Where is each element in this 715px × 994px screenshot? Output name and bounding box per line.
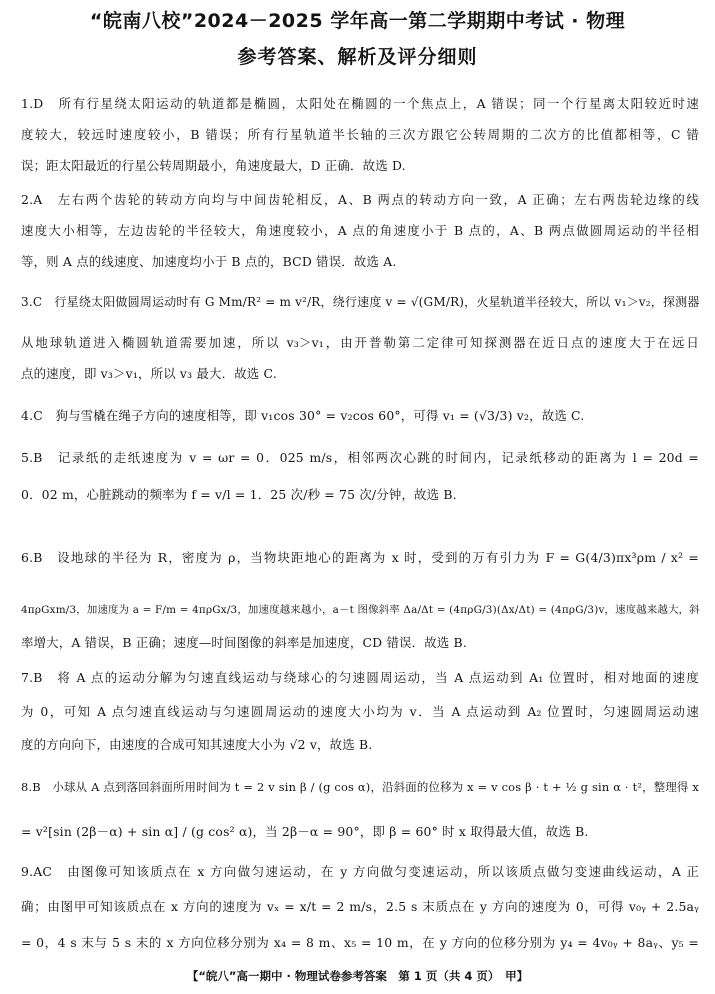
answer-line: 6.B 设地球的半径为 R，密度为 ρ，当物块距地心的距离为 x 时，受到的万有引力为 F = G(4/3)πx³ρm / x² =: [21, 550, 699, 565]
answer-line: 1.D 所有行星绕太阳运动的轨道都是椭圆，太阳处在椭圆的一个焦点上，A 错误；同一个行星离太阳较近时速: [21, 96, 699, 111]
answer-line: 从地球轨道进入椭圆轨道需要加速，所以 v₃＞v₁，由开普勒第二定律可知探测器在近日点的速度大于在远日: [21, 335, 699, 350]
answer-line: 4πρGxm/3，加速度为 a = F/m = 4πρGx/3，加速度越来越小，a－t 图像斜率 Δa/Δt = (4πρG/3)(Δx/Δt) = (4πρG/3)v，速度越来越大，斜: [21, 604, 700, 616]
answer-line: 率增大，A 错误，B 正确；速度—时间图像的斜率是加速度，CD 错误．故选 B.: [21, 635, 467, 650]
page-footer: 【“皖八”高一期中 · 物理试卷参考答案 第 1 页（共 4 页） 甲】: [186, 969, 529, 983]
answer-line: = 0，4 s 末与 5 s 末的 x 方向位移分别为 x₄ = 8 m、x₅ = 10 m，在 y 方向的位移分别为 y₄ = 4v₀ᵧ + 8aᵧ、y₅ =: [21, 935, 699, 950]
answer-line: 为 0，可知 A 点匀速直线运动与匀速圆周运动的速度大小均为 v．当 A 点运动到 A₂ 位置时，匀速圆周运动速: [21, 704, 699, 719]
answer-line: 7.B 将 A 点的运动分解为匀速直线运动与绕球心的匀速圆周运动，当 A 点运动到 A₁ 位置时，相对地面的速度: [21, 670, 699, 685]
answer-line: 5.B 记录纸的走纸速度为 v = ωr = 0．025 m/s，相邻两次心跳的时间内，记录纸移动的距离为 l = 20d =: [21, 450, 699, 465]
answer-line: 点的速度，即 v₃＞v₁，所以 v₃ 最大．故选 C.: [21, 366, 277, 381]
answer-line: 8.B 小球从 A 点到落回斜面所用时间为 t = 2 v sin β / (g cos α)，沿斜面的位移为 x = v cos β · t + ½ g sin α · t²，整理得 x: [21, 780, 699, 794]
answer-line: 误；距太阳最近的行星公转周期最小，角速度最大，D 正确．故选 D.: [21, 158, 406, 173]
answer-line: 等，则 A 点的线速度、加速度均小于 B 点的，BCD 错误．故选 A.: [21, 254, 397, 269]
page-title: “皖南八校”2024－2025 学年高一第二学期期中考试 · 物理: [89, 10, 626, 32]
answer-line: 2.A 左右两个齿轮的转动方向均与中间齿轮相反，A、B 两点的转动方向一致，A 正确；左右两齿轮边缘的线: [21, 192, 699, 207]
answer-line: 9.AC 由图像可知该质点在 x 方向做匀速运动，在 y 方向做匀变速运动，所以该质点做匀变速曲线运动，A 正: [21, 864, 699, 879]
answer-line: 度的方向向下，由速度的合成可知其速度大小为 √2 v，故选 B.: [21, 737, 373, 752]
page-subtitle: 参考答案、解析及评分细则: [237, 46, 478, 68]
answer-line: 3.C 行星绕太阳做圆周运动时有 G Mm/R² = m v²/R，绕行速度 v = √(GM/R)，火星轨道半径较大，所以 v₁＞v₂，探测器: [21, 295, 700, 309]
answer-line: = v²[sin (2β－α) + sin α] / (g cos² α)，当 2β－α = 90°，即 β = 60° 时 x 取得最大值，故选 B.: [21, 824, 589, 839]
answer-line: 度较大，较远时速度较小，B 错误；所有行星轨道半长轴的三次方跟它公转周期的二次方的比值都相等，C 错: [21, 127, 699, 142]
answer-line: 确；由图甲可知该质点在 x 方向的速度为 vₓ = x/t = 2 m/s，2.5 s 末质点在 y 方向的速度为 0，可得 v₀ᵧ + 2.5aᵧ: [21, 899, 699, 914]
answer-line: 速度大小相等，左边齿轮的半径较大，角速度较小，A 点的角速度小于 B 点的，A、B 两点做圆周运动的半径相: [21, 223, 699, 238]
answer-line: 0．02 m，心脏跳动的频率为 f = v/l = 1．25 次/秒 = 75 次/分钟，故选 B.: [21, 487, 457, 502]
answer-line: 4.C 狗与雪橇在绳子方向的速度相等，即 v₁cos 30° = v₂cos 60°，可得 v₁ = (√3/3) v₂，故选 C.: [21, 408, 585, 423]
